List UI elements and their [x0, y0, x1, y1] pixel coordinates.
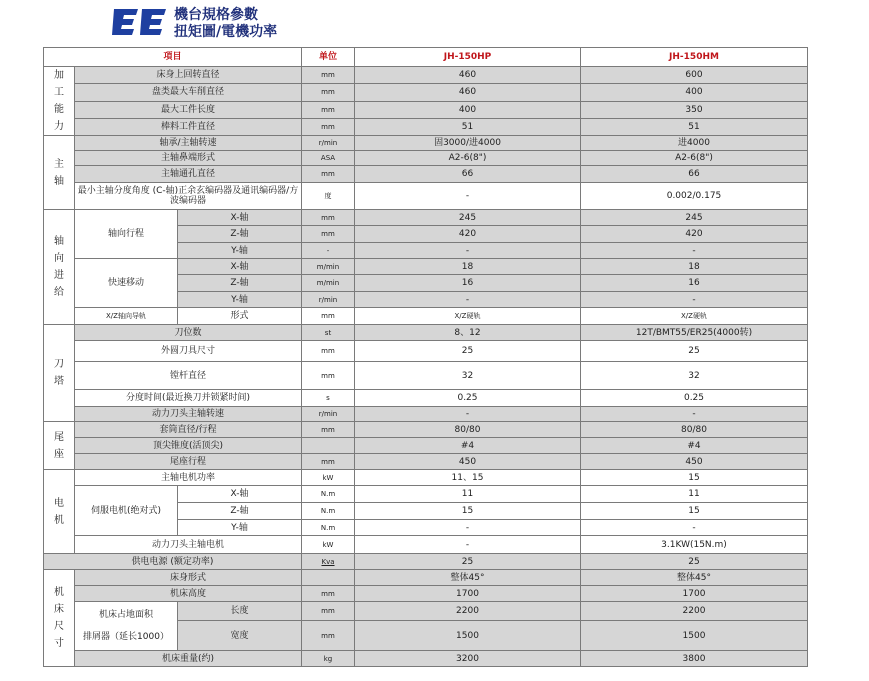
header-unit: 单位 — [302, 48, 355, 67]
row-value-a: - — [355, 292, 581, 308]
row-label: Z-轴 — [178, 226, 302, 243]
row-unit: mm — [302, 341, 355, 362]
row-value-a: 固3000/进4000 — [355, 136, 581, 151]
row-value-a: 460 — [355, 84, 581, 101]
table-row — [44, 84, 808, 101]
row-value-a: - — [355, 407, 581, 422]
row-value-a: X/Z硬轨 — [355, 308, 581, 325]
table-row — [44, 308, 808, 325]
table-row — [44, 438, 808, 454]
row-value-b: 350 — [581, 101, 808, 118]
row-value-a: 66 — [355, 166, 581, 183]
table-row — [44, 422, 808, 438]
row-value-a: 16 — [355, 275, 581, 292]
page-title — [174, 7, 277, 41]
row-value-a: - — [355, 536, 581, 554]
row-unit: r/min — [302, 292, 355, 308]
row-value-b: 600 — [581, 67, 808, 84]
row-value-a: A2-6(8") — [355, 151, 581, 166]
row-value-b: 12T/BMT55/ER25(4000转) — [581, 325, 808, 341]
row-value-a: 51 — [355, 118, 581, 135]
row-label: X-轴 — [178, 486, 302, 503]
row-unit: N.m — [302, 520, 355, 536]
row-label: 床身上回转直径 — [75, 67, 302, 84]
title-line-1: 機台規格參數 — [174, 7, 258, 23]
row-unit: mm — [302, 362, 355, 390]
category-spindle: 主 轴 — [44, 136, 75, 210]
row-value-a: 1500 — [355, 621, 581, 651]
row-label: 机床高度 — [75, 586, 302, 602]
row-value-b: 25 — [581, 554, 808, 570]
row-value-b: 16 — [581, 275, 808, 292]
row-unit: kg — [302, 651, 355, 667]
row-value-b: 11 — [581, 486, 808, 503]
group-floor-area — [75, 602, 178, 651]
row-value-a: 11 — [355, 486, 581, 503]
row-value-a: - — [355, 520, 581, 536]
row-unit: st — [302, 325, 355, 341]
row-unit: mm — [302, 586, 355, 602]
table-row — [44, 210, 808, 226]
group-servo-motor: 伺服电机(绝对式) — [75, 486, 178, 536]
row-value-b: 32 — [581, 362, 808, 390]
row-label: Z-轴 — [178, 275, 302, 292]
row-value-b: 400 — [581, 84, 808, 101]
header-model-b: JH-150HM — [581, 48, 808, 67]
row-unit: mm — [302, 166, 355, 183]
row-label: X-轴 — [178, 210, 302, 226]
row-value-b: 15 — [581, 470, 808, 486]
row-value-b: 进4000 — [581, 136, 808, 151]
row-value-b: 0.002/0.175 — [581, 183, 808, 210]
title-line-2: 扭矩圖/電機功率 — [174, 24, 278, 40]
row-value-b: X/Z硬轨 — [581, 308, 808, 325]
row-unit: mm — [302, 422, 355, 438]
brand-logo — [112, 6, 168, 38]
row-label: 形式 — [178, 308, 302, 325]
row-unit: mm — [302, 602, 355, 621]
row-value-b: 51 — [581, 118, 808, 135]
row-value-b: 3.1KW(15N.m) — [581, 536, 808, 554]
row-unit: N.m — [302, 486, 355, 503]
row-unit: mm — [302, 226, 355, 243]
table-row — [44, 602, 808, 621]
row-unit: kW — [302, 470, 355, 486]
row-label: 动力刀头主轴电机 — [75, 536, 302, 554]
row-value-a: 245 — [355, 210, 581, 226]
row-value-a: 0.25 — [355, 390, 581, 407]
row-label: 主轴通孔直径 — [75, 166, 302, 183]
spec-table — [43, 47, 808, 667]
row-value-a: 3200 — [355, 651, 581, 667]
row-label: 棒料工件直径 — [75, 118, 302, 135]
row-label: 轴承/主轴转速 — [75, 136, 302, 151]
row-label: 长度 — [178, 602, 302, 621]
brand-logo-icon — [112, 6, 168, 38]
table-row — [44, 325, 808, 341]
row-unit: - — [302, 243, 355, 259]
row-label: 动力刀头主轴转速 — [75, 407, 302, 422]
table-row — [44, 390, 808, 407]
row-label: 床身形式 — [75, 570, 302, 586]
row-value-a: 400 — [355, 101, 581, 118]
row-unit: mm — [302, 67, 355, 84]
table-row — [44, 536, 808, 554]
row-value-b: - — [581, 520, 808, 536]
row-unit: ASA — [302, 151, 355, 166]
category-axis-feed: 轴 向 进 给 — [44, 210, 75, 325]
row-unit: 度 — [302, 183, 355, 210]
row-unit: r/min — [302, 407, 355, 422]
row-value-b: 25 — [581, 341, 808, 362]
table-row — [44, 183, 808, 210]
row-label: 机床重量(约) — [75, 651, 302, 667]
header-model-a: JH-150HP — [355, 48, 581, 67]
row-unit — [302, 438, 355, 454]
header-item: 項目 — [44, 48, 302, 67]
category-motor: 电 机 — [44, 470, 75, 554]
row-value-a: 8、12 — [355, 325, 581, 341]
row-label: 外圆刀具尺寸 — [75, 341, 302, 362]
row-label: Z-轴 — [178, 503, 302, 520]
table-row — [44, 136, 808, 151]
table-row — [44, 166, 808, 183]
row-value-b: 3800 — [581, 651, 808, 667]
table-row — [44, 259, 808, 275]
group-rapid-move: 快速移动 — [75, 259, 178, 308]
row-label: Y-轴 — [178, 292, 302, 308]
row-value-a: #4 — [355, 438, 581, 454]
table-row — [44, 554, 808, 570]
row-value-b: 1700 — [581, 586, 808, 602]
row-unit: Kva — [302, 554, 355, 570]
table-row — [44, 101, 808, 118]
row-unit: mm — [302, 101, 355, 118]
category-dimensions: 机 床 尺 寸 — [44, 570, 75, 667]
group-xz-rail: X/Z轴向导轨 — [75, 308, 178, 325]
row-value-b: #4 — [581, 438, 808, 454]
table-row — [44, 586, 808, 602]
row-unit: mm — [302, 454, 355, 470]
row-value-a: - — [355, 183, 581, 210]
row-value-b: 15 — [581, 503, 808, 520]
row-unit: mm — [302, 308, 355, 325]
row-label: 最大工件长度 — [75, 101, 302, 118]
row-value-a: 15 — [355, 503, 581, 520]
row-label: Y-轴 — [178, 520, 302, 536]
row-label: 主轴鼻端形式 — [75, 151, 302, 166]
table-row — [44, 362, 808, 390]
row-value-b: 18 — [581, 259, 808, 275]
row-label: 镗杆直径 — [75, 362, 302, 390]
row-label: 分度时间(最近换刀并锁紧时间) — [75, 390, 302, 407]
row-unit: s — [302, 390, 355, 407]
row-value-a: 整体45° — [355, 570, 581, 586]
group-axis-travel: 轴向行程 — [75, 210, 178, 259]
row-unit: m/min — [302, 259, 355, 275]
row-value-b: A2-6(8") — [581, 151, 808, 166]
row-unit: kW — [302, 536, 355, 554]
row-value-a: 420 — [355, 226, 581, 243]
category-tailstock: 尾 座 — [44, 422, 75, 470]
row-value-b: - — [581, 292, 808, 308]
row-value-b: 420 — [581, 226, 808, 243]
row-label: 最小主轴分度角度 (C-轴)正余玄编码器及通讯编码器/方波编码器 — [75, 183, 302, 210]
row-value-a: 25 — [355, 341, 581, 362]
row-value-b: 2200 — [581, 602, 808, 621]
row-value-a: - — [355, 243, 581, 259]
row-label: 供电电源 (额定功率) — [44, 554, 302, 570]
floor-area-label: 机床占地面积 — [98, 610, 153, 620]
row-value-a: 32 — [355, 362, 581, 390]
row-label: 主轴电机功率 — [75, 470, 302, 486]
table-row — [44, 570, 808, 586]
row-value-b: 1500 — [581, 621, 808, 651]
row-value-a: 2200 — [355, 602, 581, 621]
row-unit: N.m — [302, 503, 355, 520]
row-value-b: 245 — [581, 210, 808, 226]
table-row — [44, 67, 808, 84]
row-label: X-轴 — [178, 259, 302, 275]
row-value-b: 66 — [581, 166, 808, 183]
row-value-b: - — [581, 243, 808, 259]
table-row — [44, 407, 808, 422]
row-unit: mm — [302, 118, 355, 135]
table-row — [44, 651, 808, 667]
row-label: 套筒直径/行程 — [75, 422, 302, 438]
row-value-b: 整体45° — [581, 570, 808, 586]
row-unit: mm — [302, 621, 355, 651]
category-turret: 刀 塔 — [44, 325, 75, 422]
row-label: 盘类最大车削直径 — [75, 84, 302, 101]
row-value-a: 25 — [355, 554, 581, 570]
row-value-a: 460 — [355, 67, 581, 84]
row-unit: m/min — [302, 275, 355, 292]
row-value-a: 18 — [355, 259, 581, 275]
row-value-a: 1700 — [355, 586, 581, 602]
row-label: 尾座行程 — [75, 454, 302, 470]
table-row — [44, 151, 808, 166]
row-value-b: 0.25 — [581, 390, 808, 407]
table-header-row — [44, 48, 808, 67]
row-value-a: 80/80 — [355, 422, 581, 438]
row-unit: mm — [302, 210, 355, 226]
category-machining: 加 工 能 力 — [44, 67, 75, 136]
table-row — [44, 486, 808, 503]
row-label: 刀位数 — [75, 325, 302, 341]
table-row — [44, 118, 808, 135]
row-value-b: - — [581, 407, 808, 422]
row-label: 宽度 — [178, 621, 302, 651]
row-value-b: 80/80 — [581, 422, 808, 438]
table-row — [44, 470, 808, 486]
row-unit: r/min — [302, 136, 355, 151]
table-row — [44, 341, 808, 362]
chip-conveyor-label: 排屑器（延长1000） — [83, 632, 169, 642]
row-unit: mm — [302, 84, 355, 101]
row-value-b: 450 — [581, 454, 808, 470]
row-value-a: 450 — [355, 454, 581, 470]
table-row — [44, 454, 808, 470]
row-label: Y-轴 — [178, 243, 302, 259]
row-unit — [302, 570, 355, 586]
row-label: 顶尖锥度(活顶尖) — [75, 438, 302, 454]
row-value-a: 11、15 — [355, 470, 581, 486]
